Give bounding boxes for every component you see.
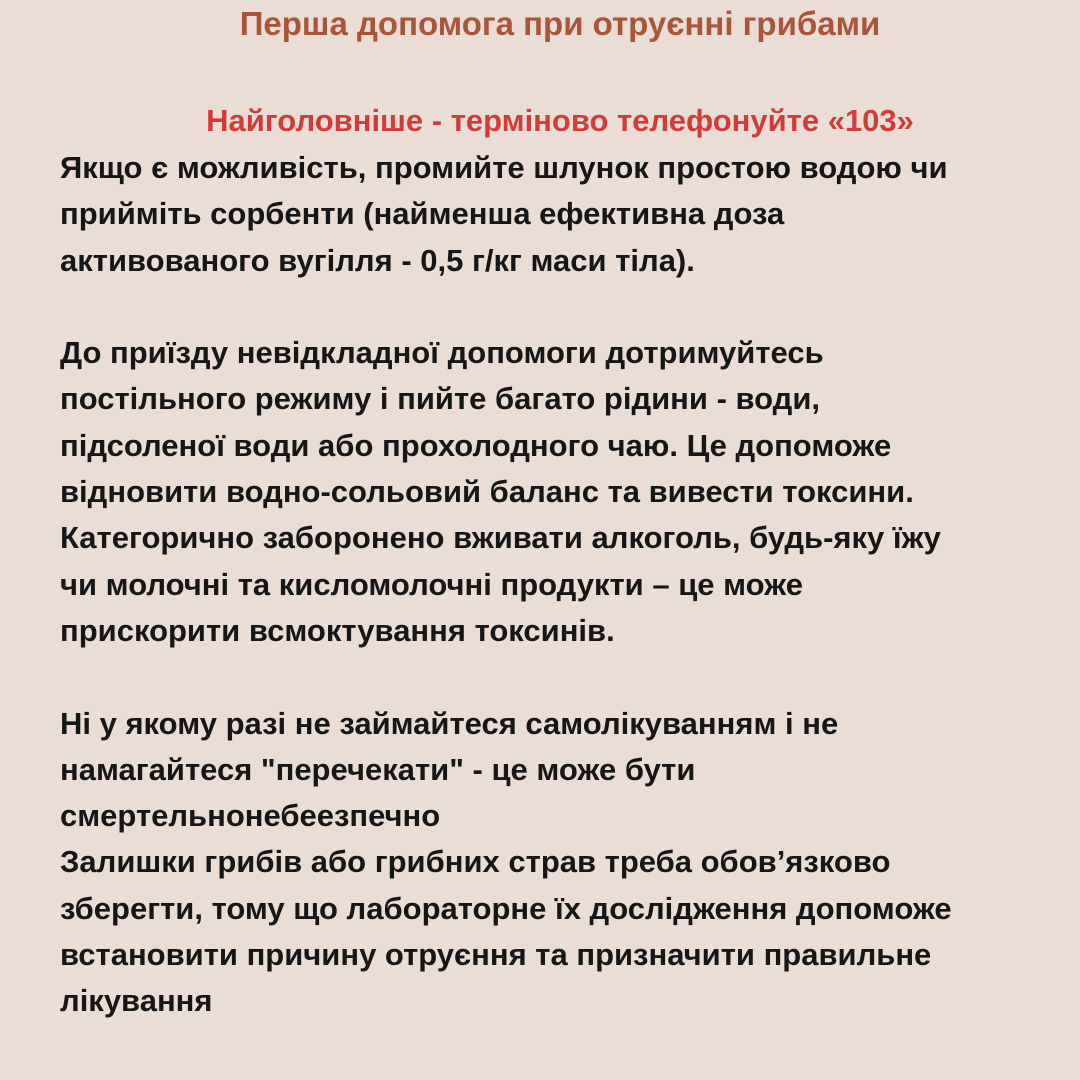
text-line: чи молочні та кисломолочні продукти – це може [60,566,803,602]
text-line: Залишки грибів або грибних страв треба обов’язково [60,844,891,880]
text-line: Якщо є можливість, промийте шлунок простою водою чи [60,150,948,185]
text-line: Ні у якому разі не займайтеся самолікуванням і не [60,705,839,741]
paragraph-spacer [60,284,1070,330]
text-line: прискорити всмоктування токсинів. [60,612,615,648]
text-line: підсоленої води або прохолодного чаю. Це допоможе [60,427,892,463]
paragraph-spacer [60,654,1070,700]
paragraph-bed-rest [60,330,1070,654]
text-line: зберегти, тому що лабораторне їх дослідження допоможе [60,890,952,926]
paragraph-no-self-treatment [60,701,1070,1025]
text-line: лікування [60,983,213,1019]
text-line: встановити причину отруєння та призначити правильне [60,937,932,973]
text-line: До приїзду невідкладної допомоги дотримуйтесь [60,335,824,371]
text-line: відновити водно-сольовий баланс та вивести токсини. [60,474,914,510]
emergency-call-subtitle: Найголовніше - терміново телефонуйте «103» [206,103,914,138]
text-line: намагайтеся "перечекати" - це може бути [60,751,696,787]
text-line: активованого вугілля - 0,5 г/кг маси тіла). [60,242,695,278]
text-line: прийміть сорбенти (найменша ефективна доза [60,196,785,232]
paragraph-sorbents [60,145,1070,284]
text-line: смертельнонебеезпечно [60,798,441,834]
text-line: Категорично заборонено вживати алкоголь, будь-яку їжу [60,520,941,556]
page-title: Перша допомога при отруєнні грибами [239,5,881,42]
body-text [60,145,1070,1025]
text-line: постільного режиму і пийте багато рідини - води, [60,381,821,417]
